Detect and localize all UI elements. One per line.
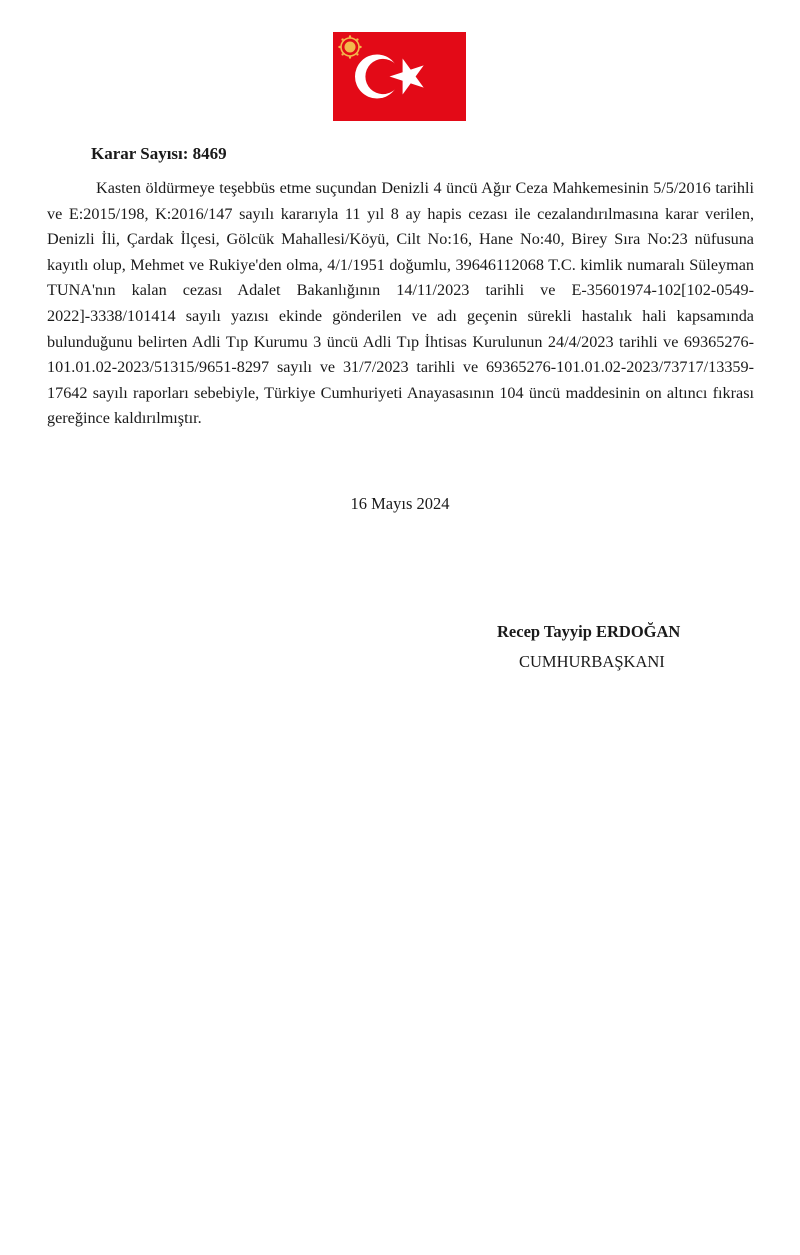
decree-date: 16 Mayıs 2024 xyxy=(350,494,450,513)
turkish-flag-icon xyxy=(333,32,466,121)
decision-number: Karar Sayısı: 8469 xyxy=(91,144,227,163)
signatory-title: CUMHURBAŞKANI xyxy=(519,652,665,671)
signatory-name: Recep Tayyip ERDOĞAN xyxy=(497,622,681,641)
decision-body-text: Kasten öldürmeye teşebbüs etme suçundan Denizli 4 üncü Ağır Ceza Mahkemesinin 5/5/2016 tarihli ve E:2015/198, K:2016/147 sayılı kararıyla 11 yıl 8 ay hapis cezası ile cezalandırılmasına karar verilen, Denizli İli, Çardak İlçesi, Gölcük Mahallesi/Köyü, Cilt No:16, Hane No:40, Birey Sıra No:23 nüfusuna kayıtlı olup, Mehmet ve Rukiye'den olma, 4/1/1951 doğumlu, 39646112068 T.C. kimlik numaralı Süleyman TUNA'nın kalan cezası Adalet Bakanlığının 14/11/2023 tarihli ve E-35601974-102[102-0549-2022]-3338/101414 sayılı yazısı ekinde gönderilen ve adı geçenin sürekli hastalık hali kapsamında bulunduğunu belirten Adli Tıp Kurumu 3 üncü Adli Tıp İhtisas Kurulunun 24/4/2023 tarihli ve 69365276-101.01.02-2023/51315/9651-8297 sayılı ve 31/7/2023 tarihli ve 69365276-101.01.02-2023/73717/13359-17642 sayılı raporları sebebiyle, Türkiye Cumhuriyeti Anayasasının 104 üncü maddesinin on altıncı fıkrası gereğince kaldırılmıştır. xyxy=(47,179,754,428)
